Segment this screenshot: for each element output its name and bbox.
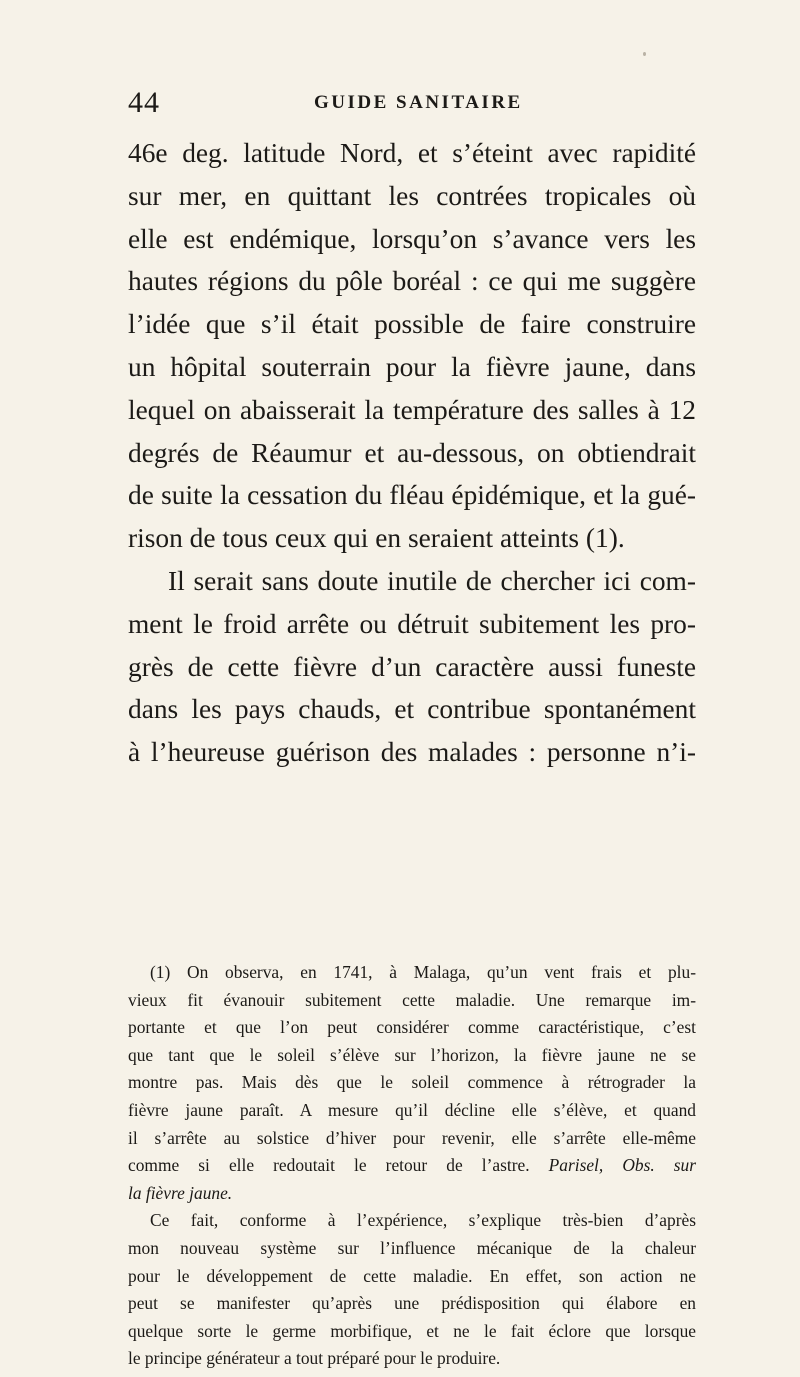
- body-line: lequel on abaisserait la température des salles à 12: [128, 394, 696, 425]
- body-line: grès de cette fièvre d’un caractère aussi funeste: [128, 651, 696, 682]
- running-head: [128, 86, 698, 126]
- body-line: Il serait sans doute inutile de chercher ici com-: [168, 565, 696, 596]
- body-line: ment le froid arrête ou détruit subitement les pro-: [128, 608, 696, 639]
- footnote-text: comme si elle redoutait le retour de l’astre.: [128, 1155, 530, 1176]
- footnote-line: que tant que le soleil s’élève sur l’horizon, la fièvre jaune ne se: [128, 1044, 696, 1065]
- footnote-line: quelque sorte le germe morbifique, et ne le fait éclore que lorsque: [128, 1320, 696, 1341]
- body-line: à l’heureuse guérison des malades : personne n’i-: [128, 737, 696, 768]
- running-title: GUIDE SANITAIRE: [314, 92, 523, 113]
- footnote-line: il s’arrête au solstice d’hiver pour revenir, elle s’arrête elle-même: [128, 1127, 696, 1148]
- body-line: de suite la cessation du fléau épidémique, et la gué-: [128, 480, 696, 511]
- footnote-citation: la fièvre jaune.: [128, 1182, 233, 1203]
- footnote-line: (1) On observa, en 1741, à Malaga, qu’un vent frais et plu-: [150, 962, 696, 982]
- footnote-line: mon nouveau système sur l’influence mécanique de la chaleur: [128, 1237, 696, 1258]
- ink-speck: [643, 52, 646, 56]
- footnote-line: pour le développement de cette maladie. En effet, son action ne: [128, 1265, 696, 1286]
- body-text: [128, 132, 696, 774]
- body-line: dans les pays chauds, et contribue spontanément: [128, 694, 696, 725]
- footnote-line: peut se manifester qu’après une prédisposition qui élabore en: [128, 1293, 696, 1314]
- body-line: degrés de Réaumur et au-dessous, on obtiendrait: [128, 437, 696, 468]
- footnote-line: Ce fait, conforme à l’expérience, s’explique très-bien d’après: [150, 1210, 696, 1231]
- footnote-line: le principe générateur a tout préparé pour le produire.: [128, 1348, 501, 1369]
- footnote-line: vieux fit évanouir subitement cette maladie. Une remarque im-: [128, 989, 696, 1010]
- footnote-line: [128, 1180, 696, 1208]
- footnote-line: [128, 1152, 696, 1180]
- body-line: elle est endémique, lorsqu’on s’avance vers les: [128, 223, 696, 254]
- footnote-line: portante et que l’on peut considérer comme caractéristique, c’est: [128, 1017, 696, 1038]
- body-line: un hôpital souterrain pour la fièvre jaune, dans: [128, 351, 696, 382]
- body-line: l’idée que s’il était possible de faire construire: [128, 309, 696, 340]
- footnote-citation: Parisel, Obs. sur: [548, 1155, 697, 1176]
- body-line: rison de tous ceux qui en seraient atteints (1).: [128, 523, 625, 554]
- footnote-line: fièvre jaune paraît. A mesure qu’il décline elle s’élève, et quand: [128, 1099, 696, 1120]
- body-line: sur mer, en quittant les contrées tropicales où: [128, 180, 696, 211]
- footnote-line: montre pas. Mais dès que le soleil commence à rétrograder la: [128, 1072, 696, 1093]
- footnotes: [128, 959, 696, 1373]
- body-line: hautes régions du pôle boréal : ce qui me suggère: [128, 266, 696, 297]
- body-line: 46e deg. latitude Nord, et s’éteint avec rapidité: [128, 138, 696, 168]
- page-number: 44: [128, 86, 160, 119]
